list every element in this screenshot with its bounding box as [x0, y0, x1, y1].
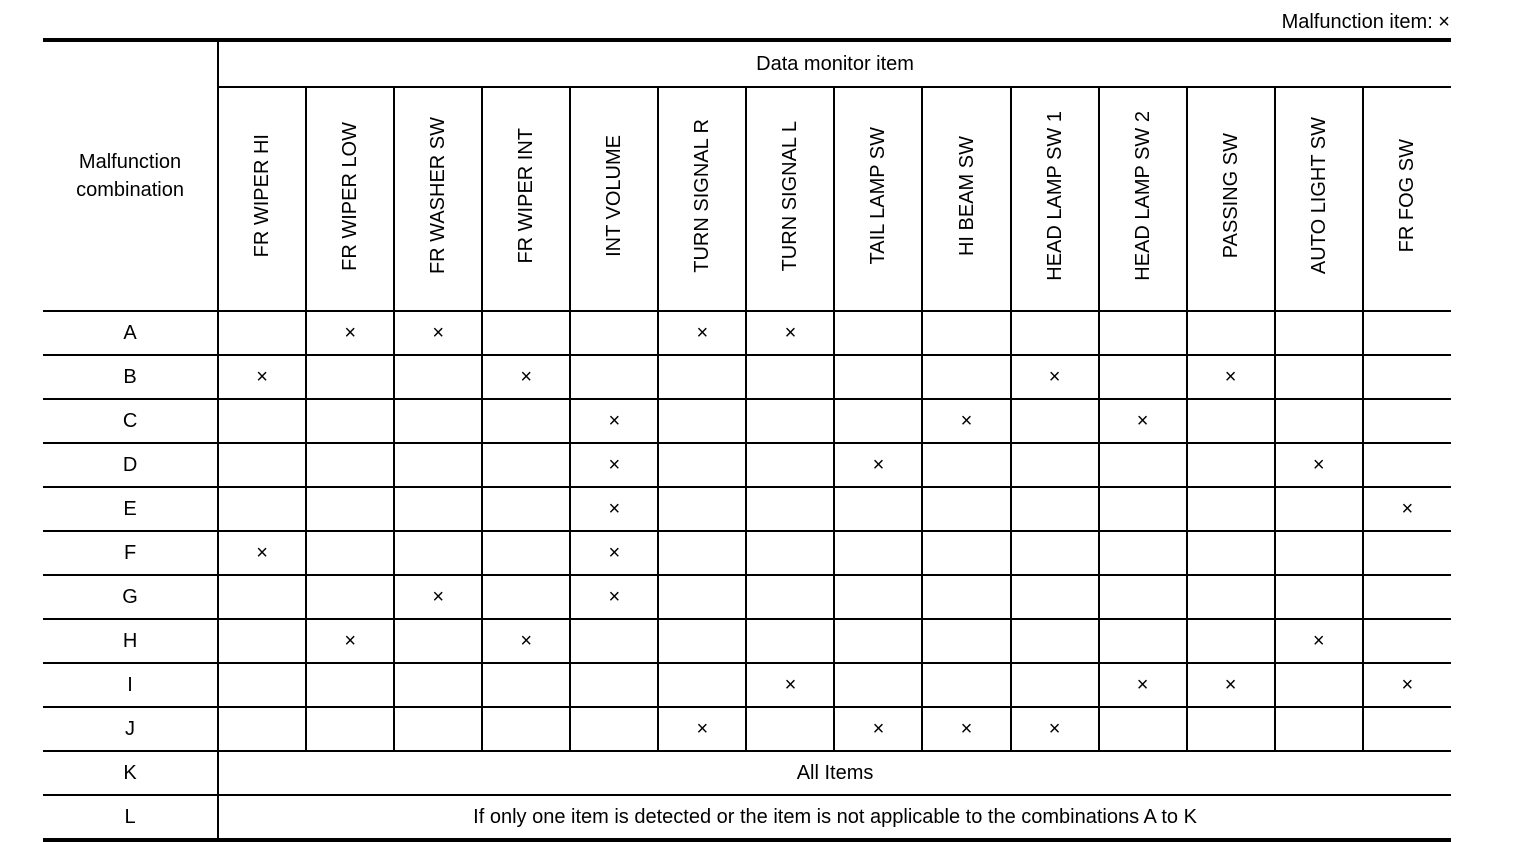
row-label: B: [43, 355, 218, 399]
empty-cell: [1275, 663, 1363, 707]
empty-cell: [834, 487, 922, 531]
table-row: [43, 487, 1451, 531]
empty-cell: [482, 399, 570, 443]
column-header: [570, 87, 658, 311]
empty-cell: [1363, 399, 1451, 443]
column-header: [658, 87, 746, 311]
empty-cell: [218, 443, 306, 487]
table-row: [43, 707, 1451, 751]
empty-cell: [746, 487, 834, 531]
empty-cell: [1363, 355, 1451, 399]
empty-cell: [218, 311, 306, 355]
empty-cell: [1187, 619, 1275, 663]
column-header-label: FR WIPER HI: [251, 134, 274, 258]
row-label: I: [43, 663, 218, 707]
empty-cell: [834, 663, 922, 707]
empty-cell: [1011, 311, 1099, 355]
empty-cell: [658, 443, 746, 487]
empty-cell: [1363, 575, 1451, 619]
empty-cell: [1275, 355, 1363, 399]
malfunction-mark-cell: ×: [922, 399, 1010, 443]
empty-cell: [1011, 575, 1099, 619]
empty-cell: [922, 575, 1010, 619]
malfunction-mark-cell: ×: [834, 443, 922, 487]
empty-cell: [658, 663, 746, 707]
column-header-row: [43, 87, 1451, 311]
empty-cell: [658, 531, 746, 575]
empty-cell: [1275, 487, 1363, 531]
column-header: [1275, 87, 1363, 311]
malfunction-mark-cell: ×: [218, 355, 306, 399]
legend: Malfunction item: ×: [1281, 11, 1450, 33]
empty-cell: [394, 355, 482, 399]
empty-cell: [1275, 311, 1363, 355]
empty-cell: [306, 531, 394, 575]
empty-cell: [394, 663, 482, 707]
malfunction-mark-cell: ×: [306, 619, 394, 663]
empty-cell: [746, 443, 834, 487]
malfunction-mark-cell: ×: [570, 575, 658, 619]
malfunction-mark-cell: ×: [746, 663, 834, 707]
empty-cell: [1099, 619, 1187, 663]
malfunction-mark-cell: ×: [482, 355, 570, 399]
malfunction-mark-cell: ×: [306, 311, 394, 355]
row-label: J: [43, 707, 218, 751]
malfunction-mark-cell: ×: [1187, 663, 1275, 707]
empty-cell: [570, 707, 658, 751]
empty-cell: [658, 619, 746, 663]
empty-cell: [218, 487, 306, 531]
empty-cell: [306, 355, 394, 399]
malfunction-mark-cell: ×: [394, 575, 482, 619]
empty-cell: [218, 619, 306, 663]
table-row: [43, 399, 1451, 443]
empty-cell: [834, 311, 922, 355]
empty-cell: [1187, 531, 1275, 575]
column-header-label: PASSING SW: [1219, 133, 1242, 259]
empty-cell: [1011, 399, 1099, 443]
spanning-note-cell: If only one item is detected or the item is not applicable to the combinations A to K: [218, 795, 1451, 840]
empty-cell: [570, 619, 658, 663]
row-label: L: [43, 795, 218, 840]
empty-cell: [306, 443, 394, 487]
column-header-label: FR WIPER LOW: [339, 121, 362, 271]
empty-cell: [394, 707, 482, 751]
empty-cell: [394, 531, 482, 575]
empty-cell: [482, 663, 570, 707]
malfunction-mark-cell: ×: [482, 619, 570, 663]
empty-cell: [218, 707, 306, 751]
empty-cell: [1099, 355, 1187, 399]
column-header: [922, 87, 1010, 311]
empty-cell: [1011, 487, 1099, 531]
empty-cell: [1187, 399, 1275, 443]
malfunction-mark-cell: ×: [1363, 663, 1451, 707]
malfunction-mark-cell: ×: [570, 443, 658, 487]
empty-cell: [1187, 575, 1275, 619]
row-label: G: [43, 575, 218, 619]
malfunction-mark-cell: ×: [1099, 663, 1187, 707]
row-label: K: [43, 751, 218, 795]
empty-cell: [922, 487, 1010, 531]
empty-cell: [218, 399, 306, 443]
malfunction-mark-cell: ×: [658, 311, 746, 355]
malfunction-mark-cell: ×: [834, 707, 922, 751]
empty-cell: [482, 531, 570, 575]
row-label: F: [43, 531, 218, 575]
empty-cell: [1275, 399, 1363, 443]
empty-cell: [1011, 531, 1099, 575]
empty-cell: [1099, 707, 1187, 751]
empty-cell: [834, 619, 922, 663]
empty-cell: [218, 663, 306, 707]
empty-cell: [1187, 443, 1275, 487]
empty-cell: [922, 663, 1010, 707]
column-header: [306, 87, 394, 311]
malfunction-mark-cell: ×: [1011, 355, 1099, 399]
table-row: [43, 311, 1451, 355]
column-header: [1363, 87, 1451, 311]
empty-cell: [306, 399, 394, 443]
empty-cell: [482, 575, 570, 619]
empty-cell: [746, 399, 834, 443]
empty-cell: [834, 399, 922, 443]
malfunction-mark-cell: ×: [1275, 443, 1363, 487]
empty-cell: [394, 619, 482, 663]
empty-cell: [1363, 707, 1451, 751]
column-header-label: TAIL LAMP SW: [867, 127, 890, 265]
empty-cell: [746, 355, 834, 399]
empty-cell: [1011, 663, 1099, 707]
table-row: [43, 619, 1451, 663]
corner-label-line2: combination: [76, 179, 184, 201]
empty-cell: [306, 575, 394, 619]
empty-cell: [1187, 311, 1275, 355]
corner-label-line1: Malfunction: [78, 151, 182, 173]
empty-cell: [1363, 311, 1451, 355]
spanning-note-cell: All Items: [218, 751, 1451, 795]
empty-cell: [1187, 487, 1275, 531]
empty-cell: [570, 355, 658, 399]
column-header: [394, 87, 482, 311]
malfunction-mark-cell: ×: [1099, 399, 1187, 443]
empty-cell: [570, 311, 658, 355]
malfunction-combination-table: [43, 38, 1451, 842]
empty-cell: [394, 399, 482, 443]
empty-cell: [834, 531, 922, 575]
corner-header: [43, 40, 218, 311]
column-header-label: AUTO LIGHT SW: [1307, 117, 1330, 275]
empty-cell: [394, 443, 482, 487]
empty-cell: [482, 707, 570, 751]
empty-cell: [922, 619, 1010, 663]
empty-cell: [658, 575, 746, 619]
empty-cell: [570, 663, 658, 707]
malfunction-mark-cell: ×: [570, 399, 658, 443]
malfunction-mark-cell: ×: [1275, 619, 1363, 663]
malfunction-mark-cell: ×: [1187, 355, 1275, 399]
empty-cell: [482, 487, 570, 531]
malfunction-mark-cell: ×: [658, 707, 746, 751]
row-label: H: [43, 619, 218, 663]
malfunction-mark-cell: ×: [394, 311, 482, 355]
empty-cell: [306, 663, 394, 707]
table-row: [43, 751, 1451, 795]
empty-cell: [746, 531, 834, 575]
empty-cell: [1187, 707, 1275, 751]
empty-cell: [1275, 575, 1363, 619]
empty-cell: [218, 575, 306, 619]
empty-cell: [482, 443, 570, 487]
empty-cell: [834, 355, 922, 399]
column-header-label: FR WASHER SW: [427, 117, 450, 275]
column-header-label: HEAD LAMP SW 1: [1043, 111, 1066, 281]
malfunction-mark-cell: ×: [570, 487, 658, 531]
malfunction-mark-cell: ×: [1363, 487, 1451, 531]
column-header: [1011, 87, 1099, 311]
table-row: [43, 443, 1451, 487]
empty-cell: [1363, 531, 1451, 575]
malfunction-mark-cell: ×: [922, 707, 1010, 751]
empty-cell: [922, 311, 1010, 355]
empty-cell: [746, 707, 834, 751]
empty-cell: [1099, 575, 1187, 619]
empty-cell: [1363, 443, 1451, 487]
empty-cell: [1275, 707, 1363, 751]
malfunction-mark-cell: ×: [570, 531, 658, 575]
empty-cell: [1099, 487, 1187, 531]
empty-cell: [746, 575, 834, 619]
column-header-label: INT VOLUME: [603, 135, 626, 257]
empty-cell: [1011, 619, 1099, 663]
empty-cell: [306, 487, 394, 531]
column-header: [1099, 87, 1187, 311]
column-header-label: FR WIPER INT: [515, 128, 538, 264]
empty-cell: [1275, 531, 1363, 575]
empty-cell: [1011, 443, 1099, 487]
empty-cell: [482, 311, 570, 355]
empty-cell: [394, 487, 482, 531]
malfunction-mark-cell: ×: [218, 531, 306, 575]
empty-cell: [1099, 311, 1187, 355]
table-row: [43, 355, 1451, 399]
empty-cell: [658, 487, 746, 531]
table-row: [43, 795, 1451, 840]
row-label: A: [43, 311, 218, 355]
column-header-label: TURN SIGNAL R: [691, 119, 714, 273]
table-body: [43, 311, 1451, 840]
table-row: [43, 663, 1451, 707]
column-header-label: HI BEAM SW: [955, 135, 978, 256]
empty-cell: [1099, 531, 1187, 575]
empty-cell: [1099, 443, 1187, 487]
empty-cell: [922, 443, 1010, 487]
column-header-label: HEAD LAMP SW 2: [1131, 111, 1154, 281]
malfunction-mark-cell: ×: [1011, 707, 1099, 751]
empty-cell: [1363, 619, 1451, 663]
empty-cell: [658, 355, 746, 399]
malfunction-mark-cell: ×: [746, 311, 834, 355]
column-header: [482, 87, 570, 311]
column-header: [218, 87, 306, 311]
table-row: [43, 575, 1451, 619]
row-label: D: [43, 443, 218, 487]
column-header-label: FR FOG SW: [1396, 139, 1419, 253]
row-label: C: [43, 399, 218, 443]
column-header: [1187, 87, 1275, 311]
empty-cell: [834, 575, 922, 619]
empty-cell: [922, 355, 1010, 399]
empty-cell: [746, 619, 834, 663]
column-header: [746, 87, 834, 311]
column-header: [834, 87, 922, 311]
empty-cell: [922, 531, 1010, 575]
empty-cell: [306, 707, 394, 751]
row-label: E: [43, 487, 218, 531]
column-header-label: TURN SIGNAL L: [779, 120, 802, 272]
empty-cell: [658, 399, 746, 443]
data-monitor-item-header: Data monitor item: [218, 40, 1451, 87]
table-row: [43, 531, 1451, 575]
